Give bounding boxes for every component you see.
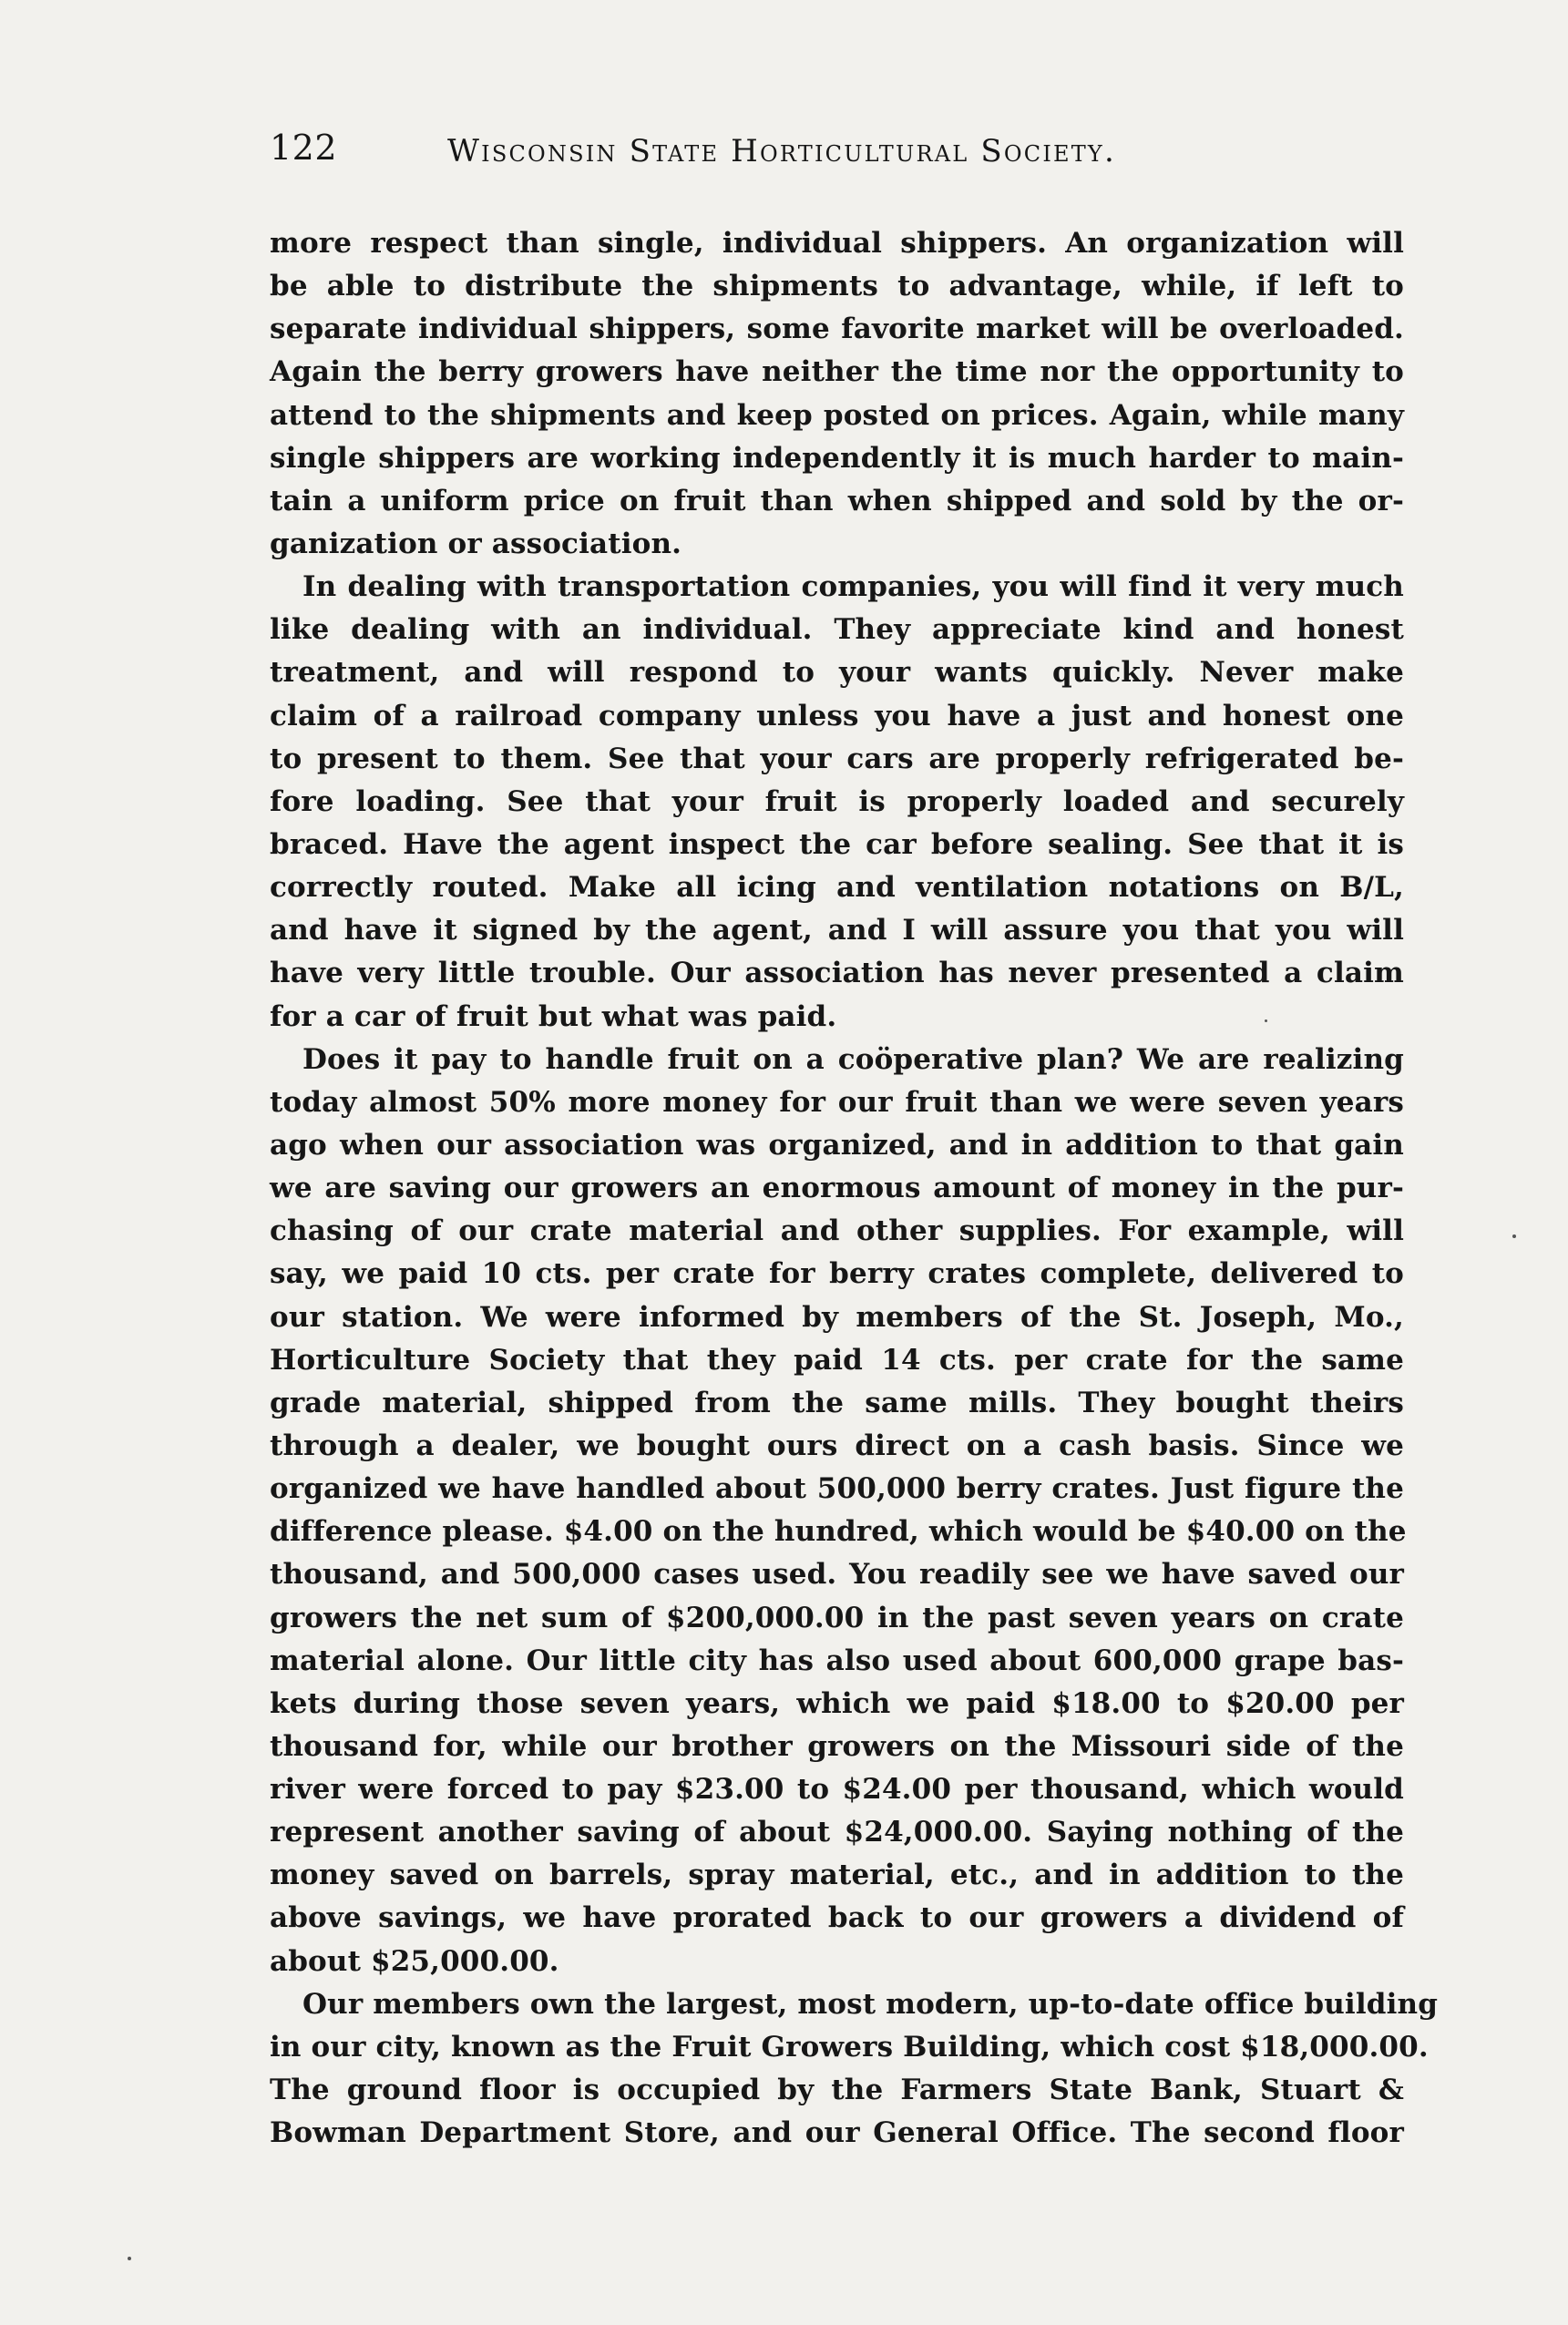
text-line: to present to them. See that your cars are properly refrigerated be-: [270, 742, 1404, 775]
text-line: chasing of our crate material and other supplies. For example, will: [270, 1214, 1404, 1248]
text-line: growers the net sum of $200,000.00 in the past seven years on crate: [270, 1601, 1404, 1634]
text-line: attend to the shipments and keep posted on prices. Again, while many: [270, 398, 1404, 432]
paper-speck: [1265, 1019, 1267, 1022]
text-line: organized we have handled about 500,000 berry crates. Just figure the: [270, 1472, 1404, 1506]
text-line: thousand, and 500,000 cases used. You readily see we have saved our: [270, 1558, 1404, 1592]
text-line: grade material, shipped from the same mills. They bought theirs: [270, 1386, 1404, 1419]
text-line: material alone. Our little city has also used about 600,000 grape bas-: [270, 1644, 1404, 1677]
text-line: Does it pay to handle fruit on a coöperative plan? We are realizing: [302, 1042, 1404, 1076]
paper-speck: [128, 2257, 131, 2260]
text-line: we are saving our growers an enormous amount of money in the pur-: [270, 1172, 1404, 1205]
text-line: difference please. $4.00 on the hundred, which would be $40.00 on the: [270, 1515, 1407, 1549]
text-line: thousand for, while our brother growers on the Missouri side of the: [270, 1729, 1404, 1763]
text-line: have very little trouble. Our association has never presented a claim: [270, 957, 1404, 990]
text-line: ganization or association.: [270, 527, 682, 560]
text-line: in our city, known as the Fruit Growers Building, which cost $18,000.00.: [270, 2030, 1429, 2064]
text-line: claim of a railroad company unless you have a just and honest one: [270, 699, 1404, 732]
text-line: fore loading. See that your fruit is properly loaded and securely: [270, 784, 1404, 818]
text-line: Bowman Department Store, and our General Office. The second floor: [270, 2116, 1404, 2150]
text-line: tain a uniform price on fruit than when shipped and sold by the or-: [270, 484, 1404, 517]
text-line: for a car of fruit but what was paid.: [270, 999, 837, 1033]
text-line: like dealing with an individual. They appreciate kind and honest: [270, 613, 1404, 647]
text-line: kets during those seven years, which we paid $18.00 to $20.00 per: [270, 1686, 1404, 1720]
paper-speck: [1512, 1234, 1516, 1238]
text-line: money saved on barrels, spray material, etc., and in addition to the: [270, 1859, 1404, 1892]
text-line: separate individual shippers, some favorite market will be overloaded.: [270, 312, 1404, 346]
text-line: through a dealer, we bought ours direct on a cash basis. Since we: [270, 1429, 1404, 1462]
text-line: ago when our association was organized, and in addition to that gain: [270, 1128, 1404, 1162]
text-line: single shippers are working independently it is much harder to main-: [270, 441, 1404, 475]
text-line: our station. We were informed by members of the St. Joseph, Mo.,: [270, 1300, 1404, 1334]
text-line: above savings, we have prorated back to our growers a dividend of: [270, 1901, 1404, 1935]
text-line: be able to distribute the shipments to advantage, while, if left to: [270, 270, 1404, 303]
text-line: The ground floor is occupied by the Farmers State Bank, Stuart &: [270, 2074, 1404, 2107]
text-line: say, we paid 10 cts. per crate for berry crates complete, delivered to: [270, 1257, 1404, 1291]
running-title: Wisconsin State Horticultural Society.: [447, 133, 1116, 169]
text-line: about $25,000.00.: [270, 1944, 559, 1978]
text-line: more respect than single, individual shippers. An organization will: [270, 227, 1404, 260]
body-text: [270, 222, 1439, 2155]
text-line: represent another saving of about $24,000.00. Saying nothing of the: [270, 1816, 1404, 1849]
text-line: today almost 50% more money for our fruit than we were seven years: [270, 1085, 1404, 1119]
text-line: In dealing with transportation companies, you will find it very much: [302, 570, 1404, 604]
text-line: correctly routed. Make all icing and ventilation notations on B/L,: [270, 871, 1404, 905]
page-number: 122: [270, 128, 338, 168]
text-line: Again the berry growers have neither the time nor the opportunity to: [270, 355, 1404, 389]
page-header: [270, 128, 1235, 182]
text-line: and have it signed by the agent, and I will assure you that you will: [270, 914, 1404, 947]
text-line: treatment, and will respond to your wants quickly. Never make: [270, 656, 1404, 690]
text-line: braced. Have the agent inspect the car before sealing. See that it is: [270, 827, 1404, 861]
text-line: river were forced to pay $23.00 to $24.00 per thousand, which would: [270, 1773, 1404, 1807]
text-line: Our members own the largest, most modern, up-to-date office building: [302, 1987, 1439, 2021]
text-line: Horticulture Society that they paid 14 cts. per crate for the same: [270, 1343, 1404, 1377]
